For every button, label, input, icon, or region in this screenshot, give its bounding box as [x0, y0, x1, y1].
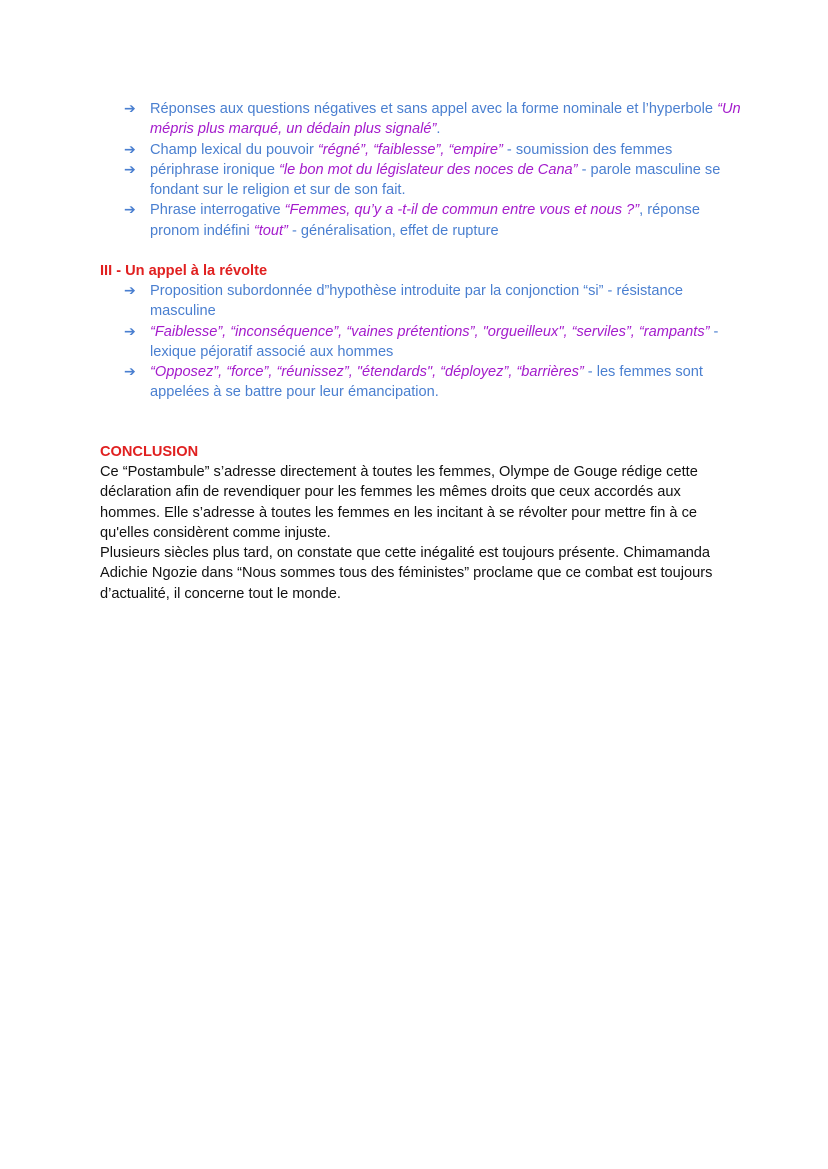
bullet-text: - les femmes sont appelées à se battre pour leur émancipation. [150, 364, 703, 401]
bullet-text: Proposition subordonnée d”hypothèse introduite par la conjonction “si” - résistance masculine [150, 283, 683, 320]
bullet-text: Champ lexical du pouvoir [150, 141, 318, 158]
quotation: “tout” [253, 222, 288, 239]
bullet-text: , réponse pronom indéfini [150, 202, 700, 239]
bullet-text: - généralisation, effet de rupture [287, 222, 499, 239]
quotation: “Faiblesse”, “inconséquence”, “vaines prétentions”, "orgueilleux", “serviles”, “rampants” [150, 323, 710, 340]
arrow-right-icon: ➔ [124, 161, 136, 178]
bullet-text: périphrase ironique [150, 161, 279, 178]
list-item [124, 200, 744, 241]
arrow-right-icon: ➔ [124, 323, 136, 340]
bullet-text: Réponses aux questions négatives et sans appel avec la forme nominale et l’hyperbole [150, 101, 718, 117]
arrow-right-icon: ➔ [124, 202, 136, 219]
conclusion-paragraph: Ce “Postambule” s’adresse directement à toutes les femmes, Olympe de Gouge rédige cette déclaration afin de revendiquer pour les femmes les mêmes droits que ceux accordés aux hommes. Elle s’adresse à toutes les femmes en les incitant à se révolter pour mettre fin à ce qu'elles considèrent comme injuste. [100, 464, 698, 541]
list-item [124, 160, 744, 201]
analysis-bullet-list [124, 99, 744, 241]
arrow-right-icon: ➔ [124, 101, 136, 117]
quotation: “Un mépris plus marqué, un dédain plus signalé” [150, 101, 741, 138]
conclusion-paragraph: Plusieurs siècles plus tard, on constate que cette inégalité est toujours présente. Chimamanda Adichie Ngozie dans “Nous sommes tous des féministes” proclame que ce combat est toujours d’actualité, il concerne tout le monde. [100, 545, 713, 602]
quotation: “régné”, “faiblesse”, “empire” [317, 141, 503, 158]
conclusion-text [100, 462, 740, 604]
list-item [124, 281, 744, 322]
list-item [124, 99, 744, 140]
bullet-text: - parole masculine se fondant sur le religion et sur de son fait. [150, 161, 721, 199]
quotation: “le bon mot du législateur des noces de Cana” [279, 161, 578, 178]
arrow-right-icon: ➔ [124, 141, 136, 158]
bullet-text: Phrase interrogative [150, 202, 285, 219]
quotation: “Opposez”, “force”, “réunissez”, "étendards", “déployez”, “barrières” [150, 364, 584, 381]
arrow-right-icon: ➔ [124, 364, 136, 381]
quotation: “Femmes, qu’y a -t-il de commun entre vous et nous ?” [284, 202, 640, 219]
arrow-right-icon: ➔ [124, 283, 136, 299]
revolt-bullet-list [124, 281, 744, 403]
list-item [124, 322, 744, 363]
conclusion-heading: CONCLUSION [100, 444, 199, 460]
bullet-text: . [436, 121, 441, 138]
list-item [124, 140, 744, 160]
list-item [124, 362, 744, 403]
section-heading: III - Un appel à la révolte [100, 263, 268, 279]
bullet-text: - soumission des femmes [502, 141, 673, 158]
bullet-text: - lexique péjoratif associé aux hommes [150, 323, 719, 360]
